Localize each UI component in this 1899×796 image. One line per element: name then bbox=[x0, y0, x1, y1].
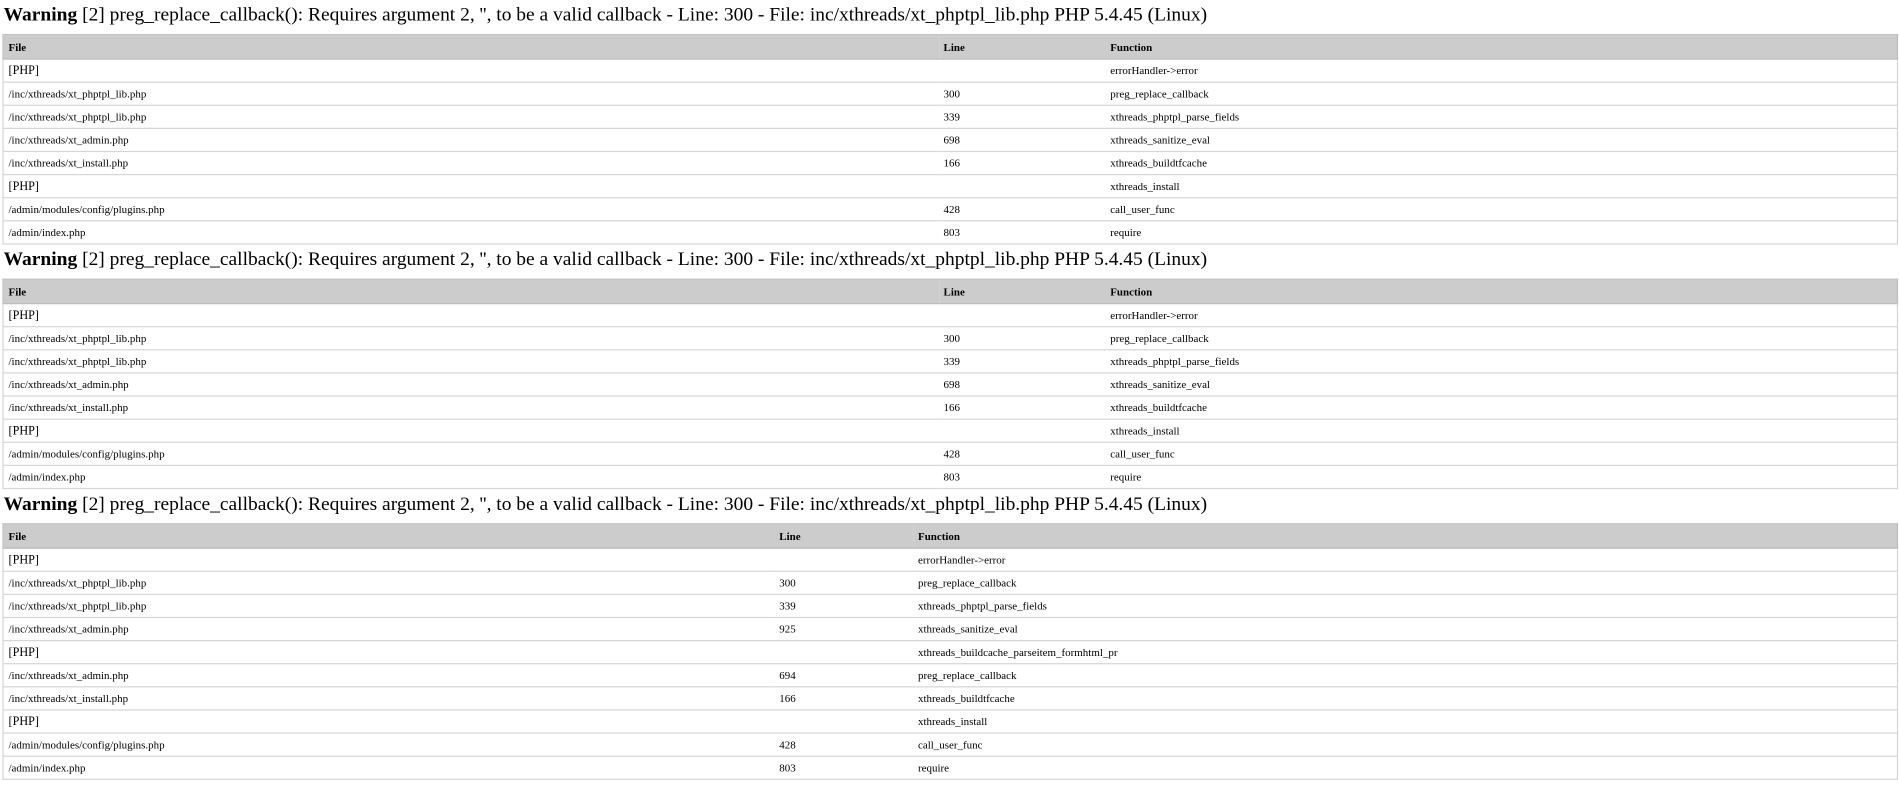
table-row bbox=[3, 82, 1897, 105]
cell-line: 300 bbox=[939, 82, 1106, 105]
table-row bbox=[3, 419, 1897, 442]
cell-line: 428 bbox=[774, 733, 913, 756]
cell-line bbox=[939, 304, 1106, 327]
warning-message: [2] preg_replace_callback(): Requires argument 2, '', to be a valid callback - Line: 300 - File: inc/xthreads/xt_phptpl_lib.php PHP 5.4.45 (Linux) bbox=[82, 4, 1208, 26]
cell-function: call_user_func bbox=[1105, 198, 1897, 221]
cell-file: /admin/index.php bbox=[3, 756, 774, 779]
cell-file: /inc/xthreads/xt_phptpl_lib.php bbox=[3, 82, 939, 105]
cell-file: [PHP] bbox=[3, 641, 774, 664]
cell-file: /inc/xthreads/xt_phptpl_lib.php bbox=[3, 350, 939, 373]
warning-block bbox=[0, 245, 1899, 490]
cell-function: require bbox=[1105, 465, 1897, 488]
cell-line: 428 bbox=[939, 442, 1106, 465]
cell-file: /inc/xthreads/xt_admin.php bbox=[3, 128, 939, 151]
cell-file: /admin/modules/config/plugins.php bbox=[3, 442, 939, 465]
table-row bbox=[3, 128, 1897, 151]
table-row bbox=[3, 151, 1897, 174]
warning-message: [2] preg_replace_callback(): Requires argument 2, '', to be a valid callback - Line: 300 - File: inc/xthreads/xt_phptpl_lib.php PHP 5.4.45 (Linux) bbox=[82, 493, 1208, 515]
cell-file: /admin/modules/config/plugins.php bbox=[3, 198, 939, 221]
warning-heading bbox=[0, 0, 1899, 29]
cell-line: 166 bbox=[939, 151, 1106, 174]
cell-function: xthreads_phptpl_parse_fields bbox=[913, 594, 1897, 617]
stack-trace-table bbox=[2, 523, 1898, 780]
warning-level: Warning bbox=[3, 4, 78, 26]
cell-function: xthreads_buildtfcache bbox=[1105, 151, 1897, 174]
cell-line: 428 bbox=[939, 198, 1106, 221]
cell-function: call_user_func bbox=[913, 733, 1897, 756]
cell-function: require bbox=[913, 756, 1897, 779]
table-row bbox=[3, 733, 1897, 756]
cell-function: xthreads_install bbox=[1105, 419, 1897, 442]
cell-line: 694 bbox=[774, 664, 913, 687]
cell-function: xthreads_sanitize_eval bbox=[1105, 373, 1897, 396]
cell-function: preg_replace_callback bbox=[913, 664, 1897, 687]
cell-function: errorHandler->error bbox=[913, 548, 1897, 571]
cell-function: xthreads_buildtfcache bbox=[913, 687, 1897, 710]
warning-level: Warning bbox=[3, 493, 78, 515]
cell-file: [PHP] bbox=[3, 304, 939, 327]
table-row bbox=[3, 641, 1897, 664]
cell-file: /inc/xthreads/xt_admin.php bbox=[3, 373, 939, 396]
cell-line: 803 bbox=[939, 221, 1106, 244]
cell-file: /inc/xthreads/xt_phptpl_lib.php bbox=[3, 594, 774, 617]
table-row bbox=[3, 105, 1897, 128]
cell-file: [PHP] bbox=[3, 175, 939, 198]
cell-function: xthreads_sanitize_eval bbox=[913, 617, 1897, 640]
cell-line bbox=[774, 710, 913, 733]
table-row bbox=[3, 756, 1897, 779]
table-row bbox=[3, 175, 1897, 198]
cell-function: preg_replace_callback bbox=[913, 571, 1897, 594]
cell-line bbox=[774, 641, 913, 664]
cell-function: xthreads_buildtfcache bbox=[1105, 396, 1897, 419]
cell-file: /inc/xthreads/xt_install.php bbox=[3, 151, 939, 174]
warning-heading bbox=[0, 489, 1899, 518]
cell-line: 300 bbox=[774, 571, 913, 594]
cell-line: 339 bbox=[774, 594, 913, 617]
table-row bbox=[3, 617, 1897, 640]
table-row bbox=[3, 687, 1897, 710]
cell-file: /inc/xthreads/xt_admin.php bbox=[3, 617, 774, 640]
cell-line: 339 bbox=[939, 350, 1106, 373]
column-header-file: File bbox=[3, 35, 939, 59]
cell-function: xthreads_buildcache_parseitem_formhtml_pr bbox=[913, 641, 1897, 664]
table-header-row bbox=[3, 35, 1897, 59]
cell-function: xthreads_phptpl_parse_fields bbox=[1105, 105, 1897, 128]
stack-trace-table bbox=[2, 279, 1898, 489]
cell-file: [PHP] bbox=[3, 548, 774, 571]
cell-file: /admin/modules/config/plugins.php bbox=[3, 733, 774, 756]
warning-block bbox=[0, 0, 1899, 245]
cell-line bbox=[939, 419, 1106, 442]
column-header-line: Line bbox=[939, 279, 1106, 303]
table-row bbox=[3, 664, 1897, 687]
table-header-row bbox=[3, 524, 1897, 548]
cell-function: preg_replace_callback bbox=[1105, 327, 1897, 350]
table-row bbox=[3, 221, 1897, 244]
column-header-function: Function bbox=[1105, 279, 1897, 303]
table-row bbox=[3, 59, 1897, 82]
cell-function: errorHandler->error bbox=[1105, 304, 1897, 327]
table-row bbox=[3, 594, 1897, 617]
table-row bbox=[3, 373, 1897, 396]
warning-heading bbox=[0, 245, 1899, 274]
cell-function: xthreads_phptpl_parse_fields bbox=[1105, 350, 1897, 373]
cell-file: /inc/xthreads/xt_phptpl_lib.php bbox=[3, 105, 939, 128]
cell-file: /inc/xthreads/xt_phptpl_lib.php bbox=[3, 571, 774, 594]
cell-line: 166 bbox=[939, 396, 1106, 419]
warning-level: Warning bbox=[3, 249, 78, 271]
table-row bbox=[3, 548, 1897, 571]
cell-function: errorHandler->error bbox=[1105, 59, 1897, 82]
cell-line bbox=[939, 59, 1106, 82]
cell-line: 300 bbox=[939, 327, 1106, 350]
column-header-file: File bbox=[3, 524, 774, 548]
cell-file: /admin/index.php bbox=[3, 465, 939, 488]
cell-function: xthreads_sanitize_eval bbox=[1105, 128, 1897, 151]
table-row bbox=[3, 465, 1897, 488]
column-header-line: Line bbox=[939, 35, 1106, 59]
cell-line: 698 bbox=[939, 373, 1106, 396]
table-row bbox=[3, 350, 1897, 373]
cell-line bbox=[774, 548, 913, 571]
cell-line: 803 bbox=[939, 465, 1106, 488]
cell-function: require bbox=[1105, 221, 1897, 244]
table-row bbox=[3, 442, 1897, 465]
cell-file: [PHP] bbox=[3, 59, 939, 82]
cell-file: /inc/xthreads/xt_admin.php bbox=[3, 664, 774, 687]
table-row bbox=[3, 198, 1897, 221]
cell-line: 698 bbox=[939, 128, 1106, 151]
table-row bbox=[3, 327, 1897, 350]
cell-file: [PHP] bbox=[3, 710, 774, 733]
column-header-function: Function bbox=[1105, 35, 1897, 59]
column-header-line: Line bbox=[774, 524, 913, 548]
cell-file: /inc/xthreads/xt_phptpl_lib.php bbox=[3, 327, 939, 350]
cell-line: 166 bbox=[774, 687, 913, 710]
table-row bbox=[3, 396, 1897, 419]
cell-file: /inc/xthreads/xt_install.php bbox=[3, 687, 774, 710]
table-header-row bbox=[3, 279, 1897, 303]
table-row bbox=[3, 710, 1897, 733]
cell-line: 803 bbox=[774, 756, 913, 779]
cell-line: 925 bbox=[774, 617, 913, 640]
cell-function: call_user_func bbox=[1105, 442, 1897, 465]
cell-function: xthreads_install bbox=[913, 710, 1897, 733]
cell-file: [PHP] bbox=[3, 419, 939, 442]
cell-file: /admin/index.php bbox=[3, 221, 939, 244]
column-header-function: Function bbox=[913, 524, 1897, 548]
warning-message: [2] preg_replace_callback(): Requires argument 2, '', to be a valid callback - Line: 300 - File: inc/xthreads/xt_phptpl_lib.php PHP 5.4.45 (Linux) bbox=[82, 249, 1208, 271]
cell-function: preg_replace_callback bbox=[1105, 82, 1897, 105]
warning-block bbox=[0, 489, 1899, 780]
cell-line: 339 bbox=[939, 105, 1106, 128]
table-row bbox=[3, 304, 1897, 327]
cell-function: xthreads_install bbox=[1105, 175, 1897, 198]
table-row bbox=[3, 571, 1897, 594]
column-header-file: File bbox=[3, 279, 939, 303]
stack-trace-table bbox=[2, 34, 1898, 244]
cell-line bbox=[939, 175, 1106, 198]
cell-file: /inc/xthreads/xt_install.php bbox=[3, 396, 939, 419]
